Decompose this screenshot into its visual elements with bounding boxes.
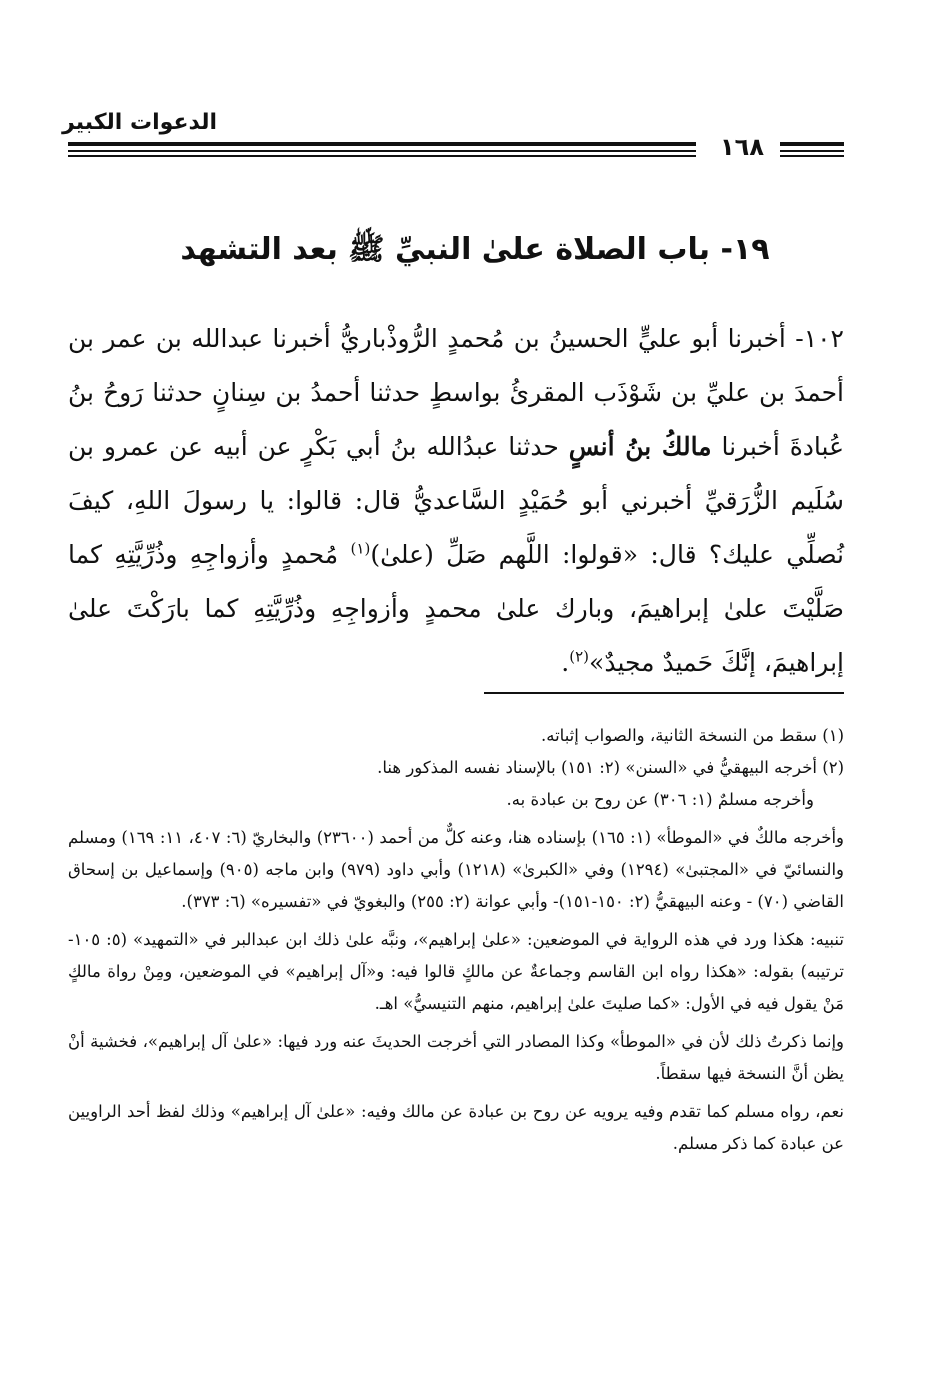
header-rule: [780, 142, 844, 146]
hadith-paragraph: [68, 312, 844, 690]
footnote: وإنما ذكرتُ ذلك لأن في «الموطأ» وكذا المصادر التي أخرجت الحديثَ عنه ورد فيها: «علىٰ آل إبراهيم»، فخشية أنْ يظن أنَّ النسخة فيها سقطاً.: [68, 1032, 844, 1083]
footnote: تنبيه: هكذا ورد في هذه الرواية في الموضعين: «علىٰ إبراهيم»، ونبَّه علىٰ ذلك ابن عبدالبر في «التمهيد» (٥: ١٠٥-ترتيبه) بقوله: «هكذا رواه ابن القاسم وجماعةٌ عن مالكٍ قالوا فيه: و«آل إبراهيم» في الموضعين، ومِنْ رواة مالكٍ مَنْ يقول فيه في الأول: «كما صليتَ علىٰ إبراهيم، منهم التنيسيُّ» اهـ.: [68, 930, 844, 1013]
header-rule: [68, 155, 696, 157]
hadith-text: حدثنا عبدُالله بنُ أبي بَكْرٍ عن أبيه عن عمرو بن سُلَيم الزُّرَقيِّ أخبرني أبو حُمَيْدٍ السَّاعديُّ قال: قالوا: يا رسولَ اللهِ، كيفَ نُصلِّي عليك؟ قال: «قولوا: اللَّهم صَلِّ (علىٰ): [68, 432, 844, 569]
header-rule: [780, 150, 844, 152]
header-rule: [68, 142, 696, 146]
footnote: نعم، رواه مسلم كما تقدم وفيه يرويه عن روح بن عبادة عن مالك وفيه: «علىٰ آل إبراهيم» وذلك لفظ أحد الراويين عن عبادة كما ذكر مسلم.: [68, 1102, 844, 1153]
chapter-heading: ١٩- باب الصلاة علىٰ النبيِّ ﷺ بعد التشهد: [180, 232, 770, 267]
footnote-ref: (١): [350, 539, 371, 558]
narrator-name: مالكُ بنُ أنسٍ: [568, 432, 712, 461]
header-rule: [780, 155, 844, 157]
footnote-separator: [484, 692, 844, 694]
header-rule: [68, 150, 696, 152]
footnote: (٢) أخرجه البيهقيُّ في «السنن» (٢: ١٥١) بالإسناد نفسه المذكور هنا.: [377, 758, 844, 777]
hadith-text: أخبرنا أبو عليٍّ الحسينُ بن مُحمدٍ الرُّوذْباريُّ أخبرنا عبدالله بن عمر بن أحمدَ بن عليِّ بن شَوْذَب المقرئُ بواسطٍ حدثنا أحمدُ بن سِنانٍ حدثنا رَوحُ بنُ عُبادةَ أخبرنا: [68, 324, 845, 461]
hadith-number: ١٠٢-: [785, 324, 844, 353]
hadith-text: .: [561, 648, 570, 677]
footnotes: [68, 720, 844, 1160]
page-number: ١٦٨: [720, 133, 764, 161]
footnote-ref: (٢): [569, 647, 590, 666]
footnote: وأخرجه مالكٌ في «الموطأ» (١: ١٦٥) بإسناده هنا، وعنه كلٌّ من أحمد (٢٣٦٠٠) والبخاريّ (٦: ٤٠٧، ١١: ١٦٩) ومسلم والنسائيّ في «المجتبىٰ» (١٢٩٤) وفي «الكبرىٰ» (١٢١٨) وأبي داود (٩٧٩) وابن ماجه (٩٠٥) وإسماعيل بن إسحاق القاضي (٧٠) - وعنه البيهقيُّ (٢: ١٥٠-١٥١)- وأبي عوانة (٢: ٢٥٥) والبغويّ في «تفسيره» (٦: ٣٧٣).: [68, 828, 845, 911]
footnote: (١) سقط من النسخة الثانية، والصواب إثباته.: [540, 726, 844, 745]
running-title: الدعوات الكبير: [62, 110, 217, 135]
footnote: وأخرجه مسلمٌ (١: ٣٠٦) عن روح بن عبادة به.: [506, 790, 814, 809]
hadith-text: مُحمدٍ وأزواجِهِ وذُرِّيَّتِهِ كما صَلَّيْتَ علىٰ إبراهيمَ، وبارك علىٰ محمدٍ وأزواجِهِ وذُرِّيَّتِهِ كما بارَكْتَ علىٰ إبراهيمَ، إنَّكَ حَميدٌ مجيدٌ»: [68, 540, 844, 677]
